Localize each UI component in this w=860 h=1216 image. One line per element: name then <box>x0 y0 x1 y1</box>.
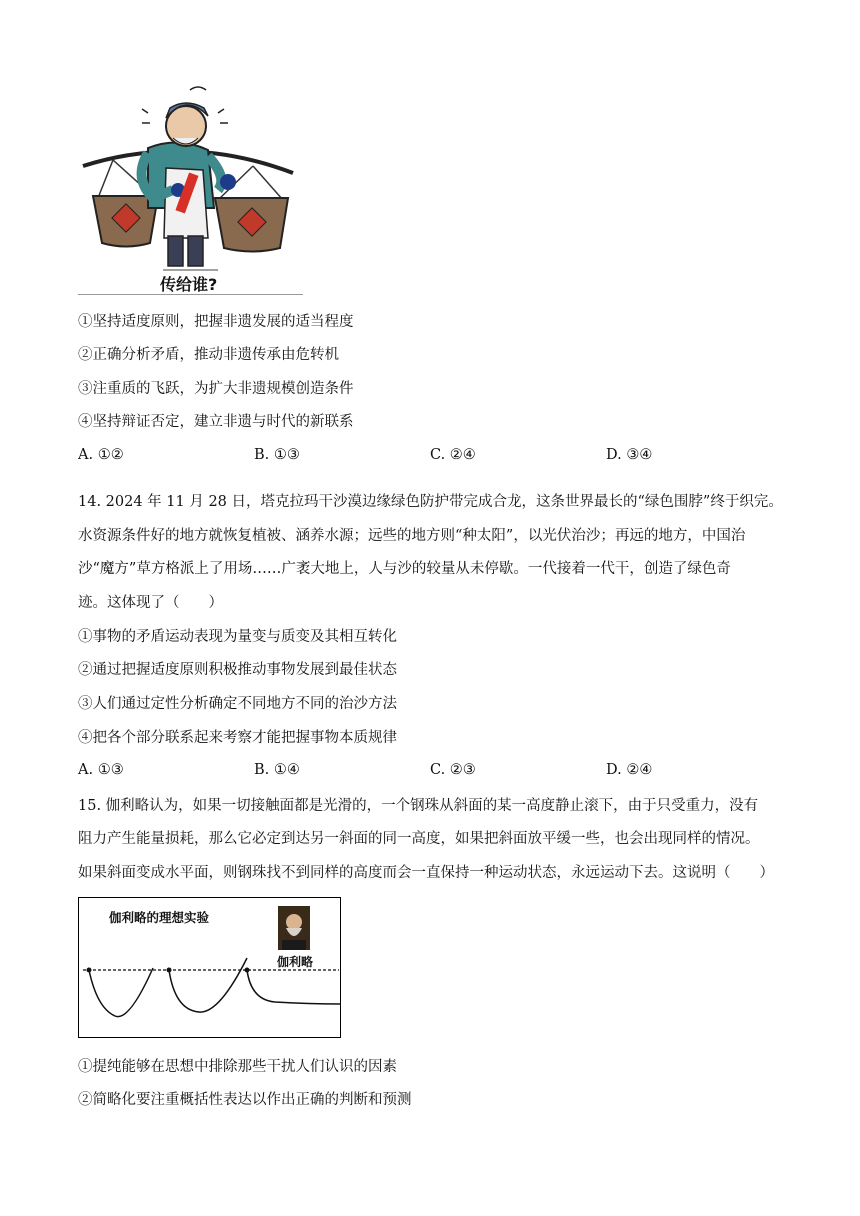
q14-choices <box>78 762 778 782</box>
q14-choice-b: B. ①④ <box>254 762 300 778</box>
q14-stem-line-1: 14. 2024 年 11 月 28 日，塔克拉玛干沙漠边缘绿色防护带完成合龙，这条世界最长的“绿色围脖”终于织完。 <box>78 494 783 510</box>
q14-choice-a: A. ①③ <box>78 762 124 778</box>
galileo-experiment-figure <box>78 897 341 1038</box>
q14-stem-line-4: 迹。这体现了（ ） <box>78 595 223 611</box>
q13-choice-d: D. ③④ <box>606 447 653 463</box>
q13-option-4: ④坚持辩证否定，建立非遗与时代的新联系 <box>78 414 354 430</box>
cartoon-illustration <box>78 78 303 283</box>
cartoon-caption: 传给谁? <box>160 275 218 294</box>
q14-choice-c: C. ②③ <box>430 762 476 778</box>
q14-option-2: ②通过把握适度原则积极推动事物发展到最佳状态 <box>78 662 397 678</box>
q15-stem-line-3: 如果斜面变成水平面，则钢珠找不到同样的高度而会一直保持一种运动状态，永远运动下去。这说明（ ） <box>78 865 774 881</box>
q13-choice-b: B. ①③ <box>254 447 300 463</box>
q13-option-1: ①坚持适度原则，把握非遗发展的适当程度 <box>78 314 354 330</box>
q14-option-3: ③人们通过定性分析确定不同地方不同的治沙方法 <box>78 696 397 712</box>
portrait-label: 伽利略 <box>277 955 314 969</box>
q14-option-4: ④把各个部分联系起来考察才能把握事物本质规律 <box>78 730 397 746</box>
q14-choice-d: D. ②④ <box>606 762 653 778</box>
q15-stem-line-1: 15. 伽利略认为，如果一切接触面都是光滑的，一个钢珠从斜面的某一高度静止滚下，由于只受重力，没有 <box>78 798 759 814</box>
q15-option-1: ①提纯能够在思想中排除那些干扰人们认识的因素 <box>78 1059 397 1075</box>
q13-option-3: ③注重质的飞跃，为扩大非遗规模创造条件 <box>78 381 354 397</box>
q13-option-2: ②正确分析矛盾，推动非遗传承由危转机 <box>78 347 339 363</box>
cartoon-divider <box>78 294 303 295</box>
q14-stem-line-3: 沙“魔方”草方格派上了用场……广袤大地上，人与沙的较量从未停歇。一代接着一代干，创造了绿色奇 <box>78 561 731 577</box>
figure-title: 伽利略的理想实验 <box>109 910 210 925</box>
q14-option-1: ①事物的矛盾运动表现为量变与质变及其相互转化 <box>78 629 397 645</box>
ideal-experiment-curves <box>79 898 342 1039</box>
q13-choice-a: A. ①② <box>78 447 124 463</box>
q15-stem-line-2: 阻力产生能量损耗，那么它必定到达另一斜面的同一高度，如果把斜面放平缓一些，也会出现同样的情况。 <box>78 831 760 847</box>
q14-stem-line-2: 水资源条件好的地方就恢复植被、涵养水源；远些的地方则“种太阳”，以光伏治沙；再远的地方，中国治 <box>78 528 746 544</box>
q15-option-2: ②简略化要注重概括性表达以作出正确的判断和预测 <box>78 1092 412 1108</box>
q13-choice-c: C. ②④ <box>430 447 476 463</box>
q13-choices <box>78 447 778 467</box>
